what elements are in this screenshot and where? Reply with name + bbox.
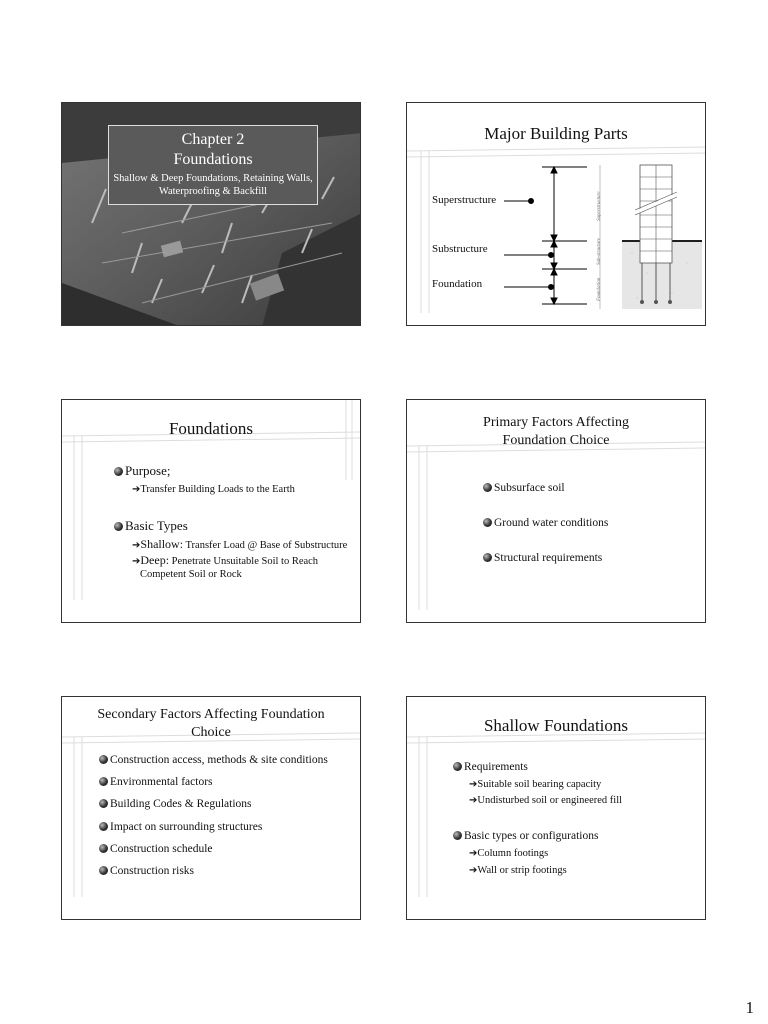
sphere-bullet-icon: [99, 822, 108, 831]
sub-bullet-purpose: ➔Transfer Building Loads to the Earth: [132, 484, 295, 495]
bullet-schedule: Construction schedule: [99, 841, 213, 857]
sphere-bullet-icon: [453, 831, 462, 840]
sphere-bullet-icon: [99, 777, 108, 786]
bullet-requirements: Requirements: [453, 759, 528, 775]
slide-secondary-factors: [61, 696, 361, 920]
label-substructure: Substructure: [432, 243, 488, 255]
building-parts-diagram: [407, 103, 706, 326]
slide-title-line2: Foundation Choice: [502, 433, 610, 448]
slide-major-building-parts: [406, 102, 706, 326]
slide-title: Shallow Foundations: [483, 716, 629, 735]
vertical-label-substructure: Sub-structure: [597, 237, 602, 265]
bullet-ground-water: Ground water conditions: [483, 515, 608, 531]
right-arrow-icon: ➔: [132, 484, 141, 495]
sub-bullet-bearing-capacity: ➔Suitable soil bearing capacity: [469, 779, 602, 790]
page-number: 1: [745, 998, 754, 1017]
label-foundation: Foundation: [432, 278, 483, 290]
bullet-structural: Structural requirements: [483, 550, 602, 566]
sphere-bullet-icon: [99, 755, 108, 764]
slide-title: Major Building Parts: [484, 124, 628, 143]
right-arrow-icon: ➔: [469, 848, 478, 859]
slide-foundations: [61, 399, 361, 623]
sub-bullet-column-footings: ➔Column footings: [469, 848, 549, 859]
slide-title-line2: Choice: [191, 725, 231, 740]
bullet-environmental: Environmental factors: [99, 774, 213, 790]
sub-bullet-undisturbed-soil: ➔Undisturbed soil or engineered fill: [469, 795, 623, 806]
sphere-bullet-icon: [114, 467, 123, 476]
slide-chapter-title: [61, 102, 361, 326]
slide-title-line1: Secondary Factors Affecting Foundation: [97, 707, 325, 722]
vertical-label-superstructure: Superstructure: [597, 191, 602, 221]
bullet-risks: Construction risks: [99, 863, 194, 879]
sphere-bullet-icon: [483, 553, 492, 562]
slide-shallow-foundations: [406, 696, 706, 920]
sphere-bullet-icon: [99, 844, 108, 853]
chapter-title: Foundations: [173, 151, 253, 168]
vertical-label-foundation: Foundation: [597, 277, 602, 301]
label-superstructure: Superstructure: [432, 194, 497, 206]
right-arrow-icon: ➔: [132, 556, 141, 567]
slide-title: Foundations: [168, 419, 254, 438]
bullet-subsurface-soil: Subsurface soil: [483, 480, 565, 496]
sub-bullet-deep: ➔Deep: Penetrate Unsuitable Soil to Reach: [132, 553, 319, 567]
bullet-basic-types: Basic Types: [114, 518, 188, 534]
right-arrow-icon: ➔: [469, 795, 478, 806]
chapter-subtitle: Shallow & Deep Foundations, Retaining Walls, Waterproofing & Backfill: [113, 173, 313, 197]
bullet-construction-access: Construction access, methods & site conditions: [99, 752, 328, 768]
sphere-bullet-icon: [99, 799, 108, 808]
right-arrow-icon: ➔: [469, 779, 478, 790]
bullet-purpose: Purpose;: [114, 463, 171, 479]
title-box: [108, 125, 318, 205]
sub-bullet-deep-cont: Competent Soil or Rock: [140, 569, 242, 580]
sub-bullet-shallow: ➔Shallow: Transfer Load @ Base of Substructure: [132, 537, 348, 551]
bullet-impact-surrounding: Impact on surrounding structures: [99, 819, 262, 835]
right-arrow-icon: ➔: [132, 540, 141, 551]
sphere-bullet-icon: [453, 762, 462, 771]
sphere-bullet-icon: [114, 522, 123, 531]
sphere-bullet-icon: [483, 483, 492, 492]
bullet-basic-types: Basic types or configurations: [453, 828, 598, 844]
chapter-number: Chapter 2: [181, 131, 245, 148]
sphere-bullet-icon: [99, 866, 108, 875]
right-arrow-icon: ➔: [469, 865, 478, 876]
sphere-bullet-icon: [483, 518, 492, 527]
slide-primary-factors: [406, 399, 706, 623]
sub-bullet-wall-footings: ➔Wall or strip footings: [469, 865, 567, 876]
bullet-building-codes: Building Codes & Regulations: [99, 796, 252, 812]
slide-title-line1: Primary Factors Affecting: [483, 415, 629, 430]
